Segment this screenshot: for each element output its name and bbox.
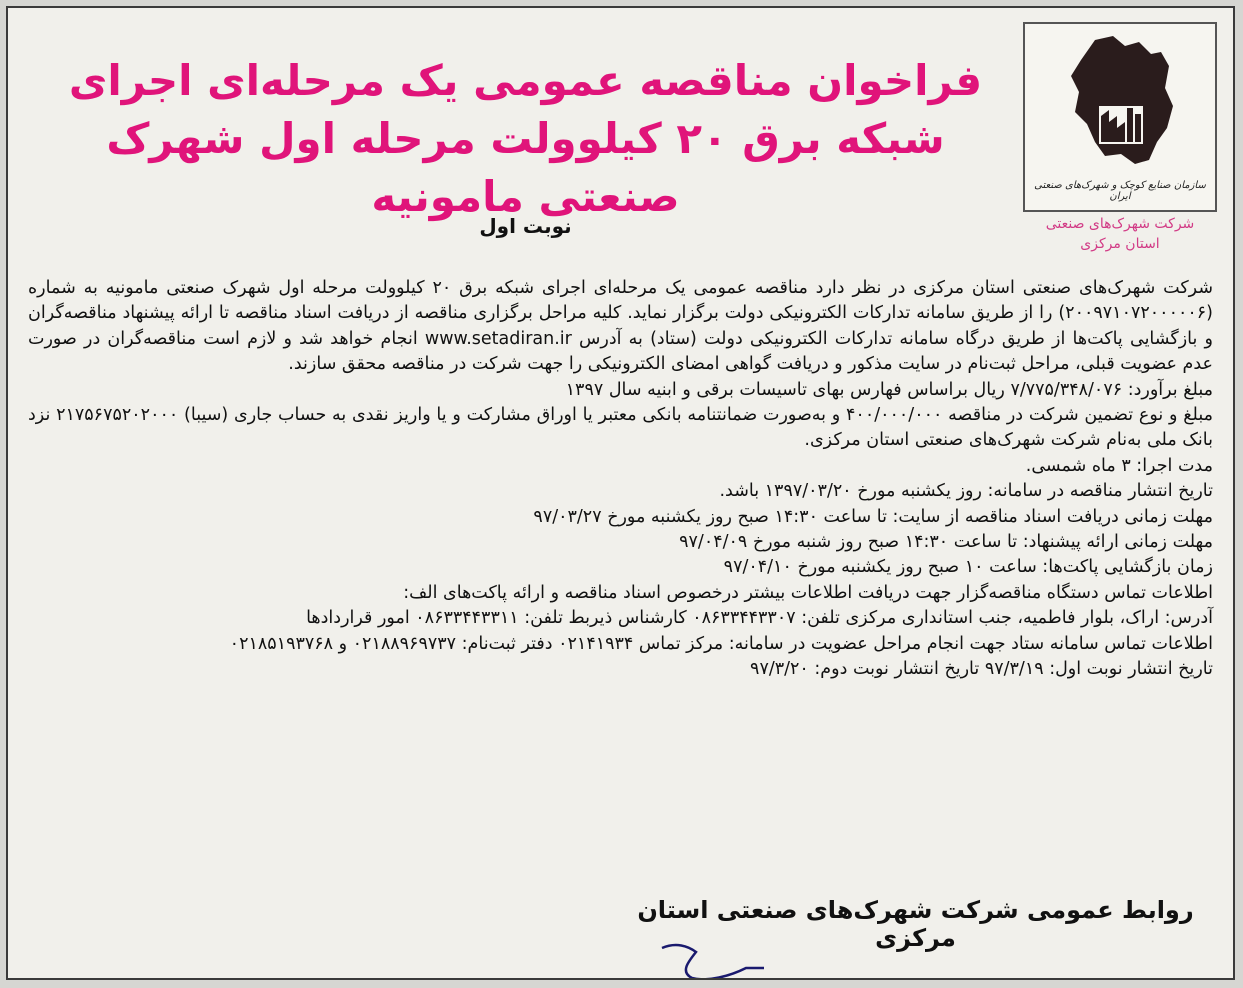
publish-date-line: تاریخ انتشار مناقصه در سامانه: روز یکشنبه مورخ ۱۳۹۷/۰۳/۲۰ باشد. bbox=[719, 481, 1213, 502]
iran-map-logo-icon bbox=[1065, 32, 1177, 172]
intro-text-b: انجام خواهد شد و لازم است مناقصه‌گران در صورت عدم عضویت قبلی، مراحل ثبت‌نام در سایت مذکور و دریافت گواهی امضای الکترونیکی را جهت شرکت در مناقصه محقق سازند. bbox=[28, 328, 1213, 375]
org-name bbox=[1023, 214, 1217, 254]
notice-round: نوبت اول bbox=[479, 214, 572, 238]
bid-deadline-line: مهلت زمانی ارائه پیشنهاد: تا ساعت ۱۴:۳۰ صبح روز شنبه مورخ ۹۷/۰۴/۰۹ bbox=[679, 532, 1213, 553]
publication-dates-line: تاریخ انتشار نوبت اول: ۹۷/۳/۱۹ تاریخ انتشار نوبت دوم: ۹۷/۳/۲۰ bbox=[750, 659, 1213, 680]
setad-contact-line: اطلاعات تماس سامانه ستاد جهت انجام مراحل عضویت در سامانه: مرکز تماس ۰۲۱۴۱۹۳۴ دفتر ثبت‌نام: ۰۲۱۸۸۹۶۹۷۳۷ و ۰۲۱۸۵۱۹۳۷۶۸ bbox=[229, 633, 1213, 654]
setad-url-link[interactable]: www.setadiran.ir bbox=[424, 328, 572, 349]
handwritten-mark-icon bbox=[658, 938, 768, 980]
notice-title: فراخوان مناقصه عمومی یک مرحله‌ای اجرای شبکه برق ۲۰ کیلوولت مرحله اول شهرک صنعتی مامونیه bbox=[68, 56, 983, 221]
org-name-line2: استان مرکزی bbox=[1080, 236, 1160, 252]
docs-deadline-line: مهلت زمانی دریافت اسناد مناقصه از سایت: تا ساعت ۱۴:۳۰ صبح روز یکشنبه مورخ ۹۷/۰۳/۲۷ bbox=[533, 506, 1213, 527]
notice-body bbox=[28, 276, 1213, 683]
intro-paragraph bbox=[28, 276, 1213, 378]
contact-intro-line: اطلاعات تماس دستگاه مناقصه‌گزار جهت دریافت اطلاعات بیشتر درخصوص اسناد مناقصه و ارائه پاکت‌های الف: bbox=[403, 582, 1213, 603]
tender-notice bbox=[6, 6, 1235, 980]
duration-line: مدت اجرا: ۳ ماه شمسی. bbox=[1025, 455, 1213, 476]
intro-text-a: شرکت شهرک‌های صنعتی استان مرکزی در نظر دارد مناقصه عمومی یک مرحله‌ای اجرای شبکه برق ۲۰ کیلوولت مرحله اول شهرک صنعتی مامونیه به شماره (۲۰۰۹۷۱۰۷۲۰۰۰۰۰۶) را از طریق سامانه تدارکات الکترونیکی دولت برگزار نماید. کلیه مراحل برگزاری مناقصه از دریافت اسناد مناقصه تا ارائه پیشنهاد مناقصه‌گران و بازگشایی پاکت‌ها از طریق درگاه سامانه تدارکات الکترونیکی دولت (ستاد) به آدرس bbox=[28, 278, 1213, 349]
address-line: آدرس: اراک، بلوار فاطمیه، جنب استانداری مرکزی تلفن: ۰۸۶۳۳۴۴۳۳۰۷ کارشناس ذیربط تلفن: ۰۸۶۳۳۴۴۳۳۱۱ امور قراردادها bbox=[306, 608, 1213, 629]
logo-box bbox=[1023, 22, 1217, 212]
estimate-line: مبلغ برآورد: ۷/۷۷۵/۳۴۸/۰۷۶ ریال براساس فهارس بهای تاسیسات برقی و ابنیه سال ۱۳۹۷ bbox=[565, 379, 1213, 400]
guarantee-line: مبلغ و نوع تضمین شرکت در مناقصه ۴۰۰/۰۰۰/۰۰۰ و به‌صورت ضمانتنامه بانکی معتبر یا اوراق مشارکت و یا واریز نقدی به حساب جاری (سیبا) ۲۱۷۵۶۷۵۲۰۲۰۰۰ نزد بانک ملی به‌نام شرکت شهرک‌های صنعتی استان مرکزی. bbox=[28, 405, 1213, 451]
org-name-line1: شرکت شهرک‌های صنعتی bbox=[1045, 216, 1195, 232]
public-relations-signoff: روابط عمومی شرکت شهرک‌های صنعتی استان مرکزی bbox=[637, 896, 1194, 952]
logo-caption: سازمان صنایع کوچک و شهرک‌های صنعتی ایران bbox=[1034, 180, 1206, 202]
opening-time-line: زمان بازگشایی پاکت‌ها: ساعت ۱۰ صبح روز یکشنبه مورخ ۹۷/۰۴/۱۰ bbox=[723, 557, 1213, 578]
